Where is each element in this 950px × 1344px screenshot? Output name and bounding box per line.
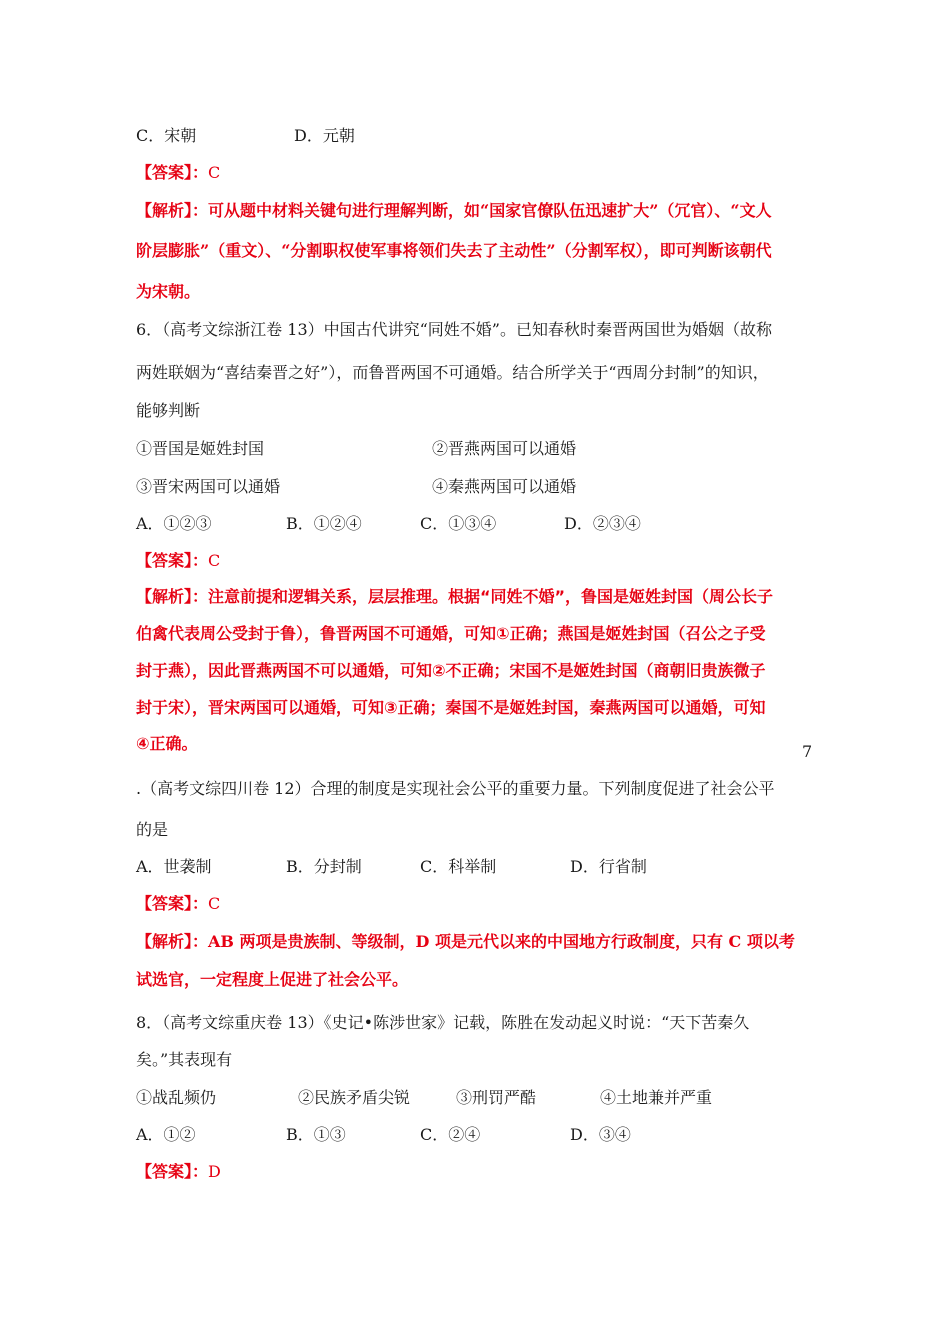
analysis-label: 【解析】：: [136, 201, 209, 220]
answer-value: C: [208, 894, 221, 913]
item-3: ③晋宋两国可以通婚: [136, 477, 281, 496]
q7-stem-line-1: .（高考文综四川卷 12）合理的制度是实现社会公平的重要力量。下列制度促进了社会公平: [136, 779, 775, 798]
q6-stem-line-1: 6．（高考文综浙江卷 13）中国古代讲究“同姓不婚”。已知春秋时秦晋两国世为婚姻（故称: [136, 320, 772, 339]
option-a: A．①②: [136, 1125, 196, 1144]
q5-analysis-line-1: 【解析】：可从题中材料关键句进行理解判断，如“国家官僚队伍迅速扩大”（冗官）、“文人: [136, 201, 772, 220]
analysis-label: 【解析】：: [136, 587, 209, 606]
option-b: B．分封制: [286, 857, 362, 876]
q6-analysis-line-4: 封于宋），晋宋两国可以通婚，可知③正确；秦国不是姬姓封国，秦燕两国可以通婚，可知: [136, 698, 766, 717]
q6-analysis-line-2: 伯禽代表周公受封于鲁），鲁晋两国不可通婚，可知①正确；燕国是姬姓封国（召公之子受: [136, 624, 766, 643]
q7-analysis-line-1: 【解析】：AB 两项是贵族制、等级制，D 项是元代以来的中国地方行政制度，只有 C 项以考: [136, 932, 795, 951]
q7-analysis-line-2: 试选官，一定程度上促进了社会公平。: [136, 970, 409, 989]
answer-label: 【答案】：: [136, 163, 209, 182]
page-number: 7: [802, 742, 813, 761]
item-2: ②晋燕两国可以通婚: [432, 439, 577, 458]
option-c: C．科举制: [420, 857, 497, 876]
q8-stem-line-1: 8．（高考文综重庆卷 13）《史记•陈涉世家》记载，陈胜在发动起义时说：“天下苦秦久: [136, 1013, 750, 1032]
q8-answer: [136, 1162, 221, 1182]
q5-analysis-line-2: 阶层膨胀”（重文）、“分割职权使军事将领们失去了主动性”（分割军权），即可判断该朝代: [136, 241, 772, 260]
option-d: D．元朝: [294, 126, 355, 145]
item-4: ④秦燕两国可以通婚: [432, 477, 577, 496]
answer-label: 【答案】：: [136, 894, 209, 913]
option-b: B．①③: [286, 1125, 346, 1144]
option-a: A．①②③: [136, 514, 212, 533]
q5-analysis-line-3: 为宋朝。: [136, 282, 201, 301]
option-c: C．①③④: [420, 514, 497, 533]
q8-stem-line-2: 矣。”其表现有: [136, 1050, 233, 1069]
q6-analysis-line-5: ④正确。: [136, 734, 198, 753]
option-d: D．②③④: [564, 514, 641, 533]
answer-value: C: [208, 551, 221, 570]
q6-analysis-line-1: 【解析】：注意前提和逻辑关系，层层推理。根据“同姓不婚”，鲁国是姬姓封国（周公长子: [136, 587, 774, 606]
q6-analysis-line-3: 封于燕），因此晋燕两国不可以通婚，可知②不正确；宋国不是姬姓封国（商朝旧贵族微子: [136, 661, 766, 680]
answer-value: C: [208, 163, 221, 182]
item-1: ①战乱频仍: [136, 1088, 217, 1107]
item-3: ③刑罚严酷: [456, 1088, 537, 1107]
answer-label: 【答案】：: [136, 1162, 209, 1181]
option-b: B．①②④: [286, 514, 362, 533]
q6-answer: [136, 551, 220, 571]
q6-stem-line-3: 能够判断: [136, 401, 201, 420]
option-c: C．宋朝: [136, 126, 197, 145]
option-c: C．②④: [420, 1125, 481, 1144]
item-4: ④土地兼并严重: [600, 1088, 713, 1107]
item-2: ②民族矛盾尖锐: [298, 1088, 411, 1107]
option-d: D．行省制: [570, 857, 647, 876]
option-a: A．世袭制: [136, 857, 212, 876]
analysis-label: 【解析】：: [136, 932, 209, 951]
q7-stem-line-2: 的是: [136, 820, 169, 839]
q5-answer: [136, 163, 220, 183]
option-d: D．③④: [570, 1125, 631, 1144]
q7-answer: [136, 894, 220, 914]
answer-value: D: [208, 1162, 221, 1181]
answer-label: 【答案】：: [136, 551, 209, 570]
item-1: ①晋国是姬姓封国: [136, 439, 265, 458]
q6-stem-line-2: 两姓联姻为“喜结秦晋之好”），而鲁晋两国不可通婚。结合所学关于“西周分封制”的知识，: [136, 363, 769, 382]
